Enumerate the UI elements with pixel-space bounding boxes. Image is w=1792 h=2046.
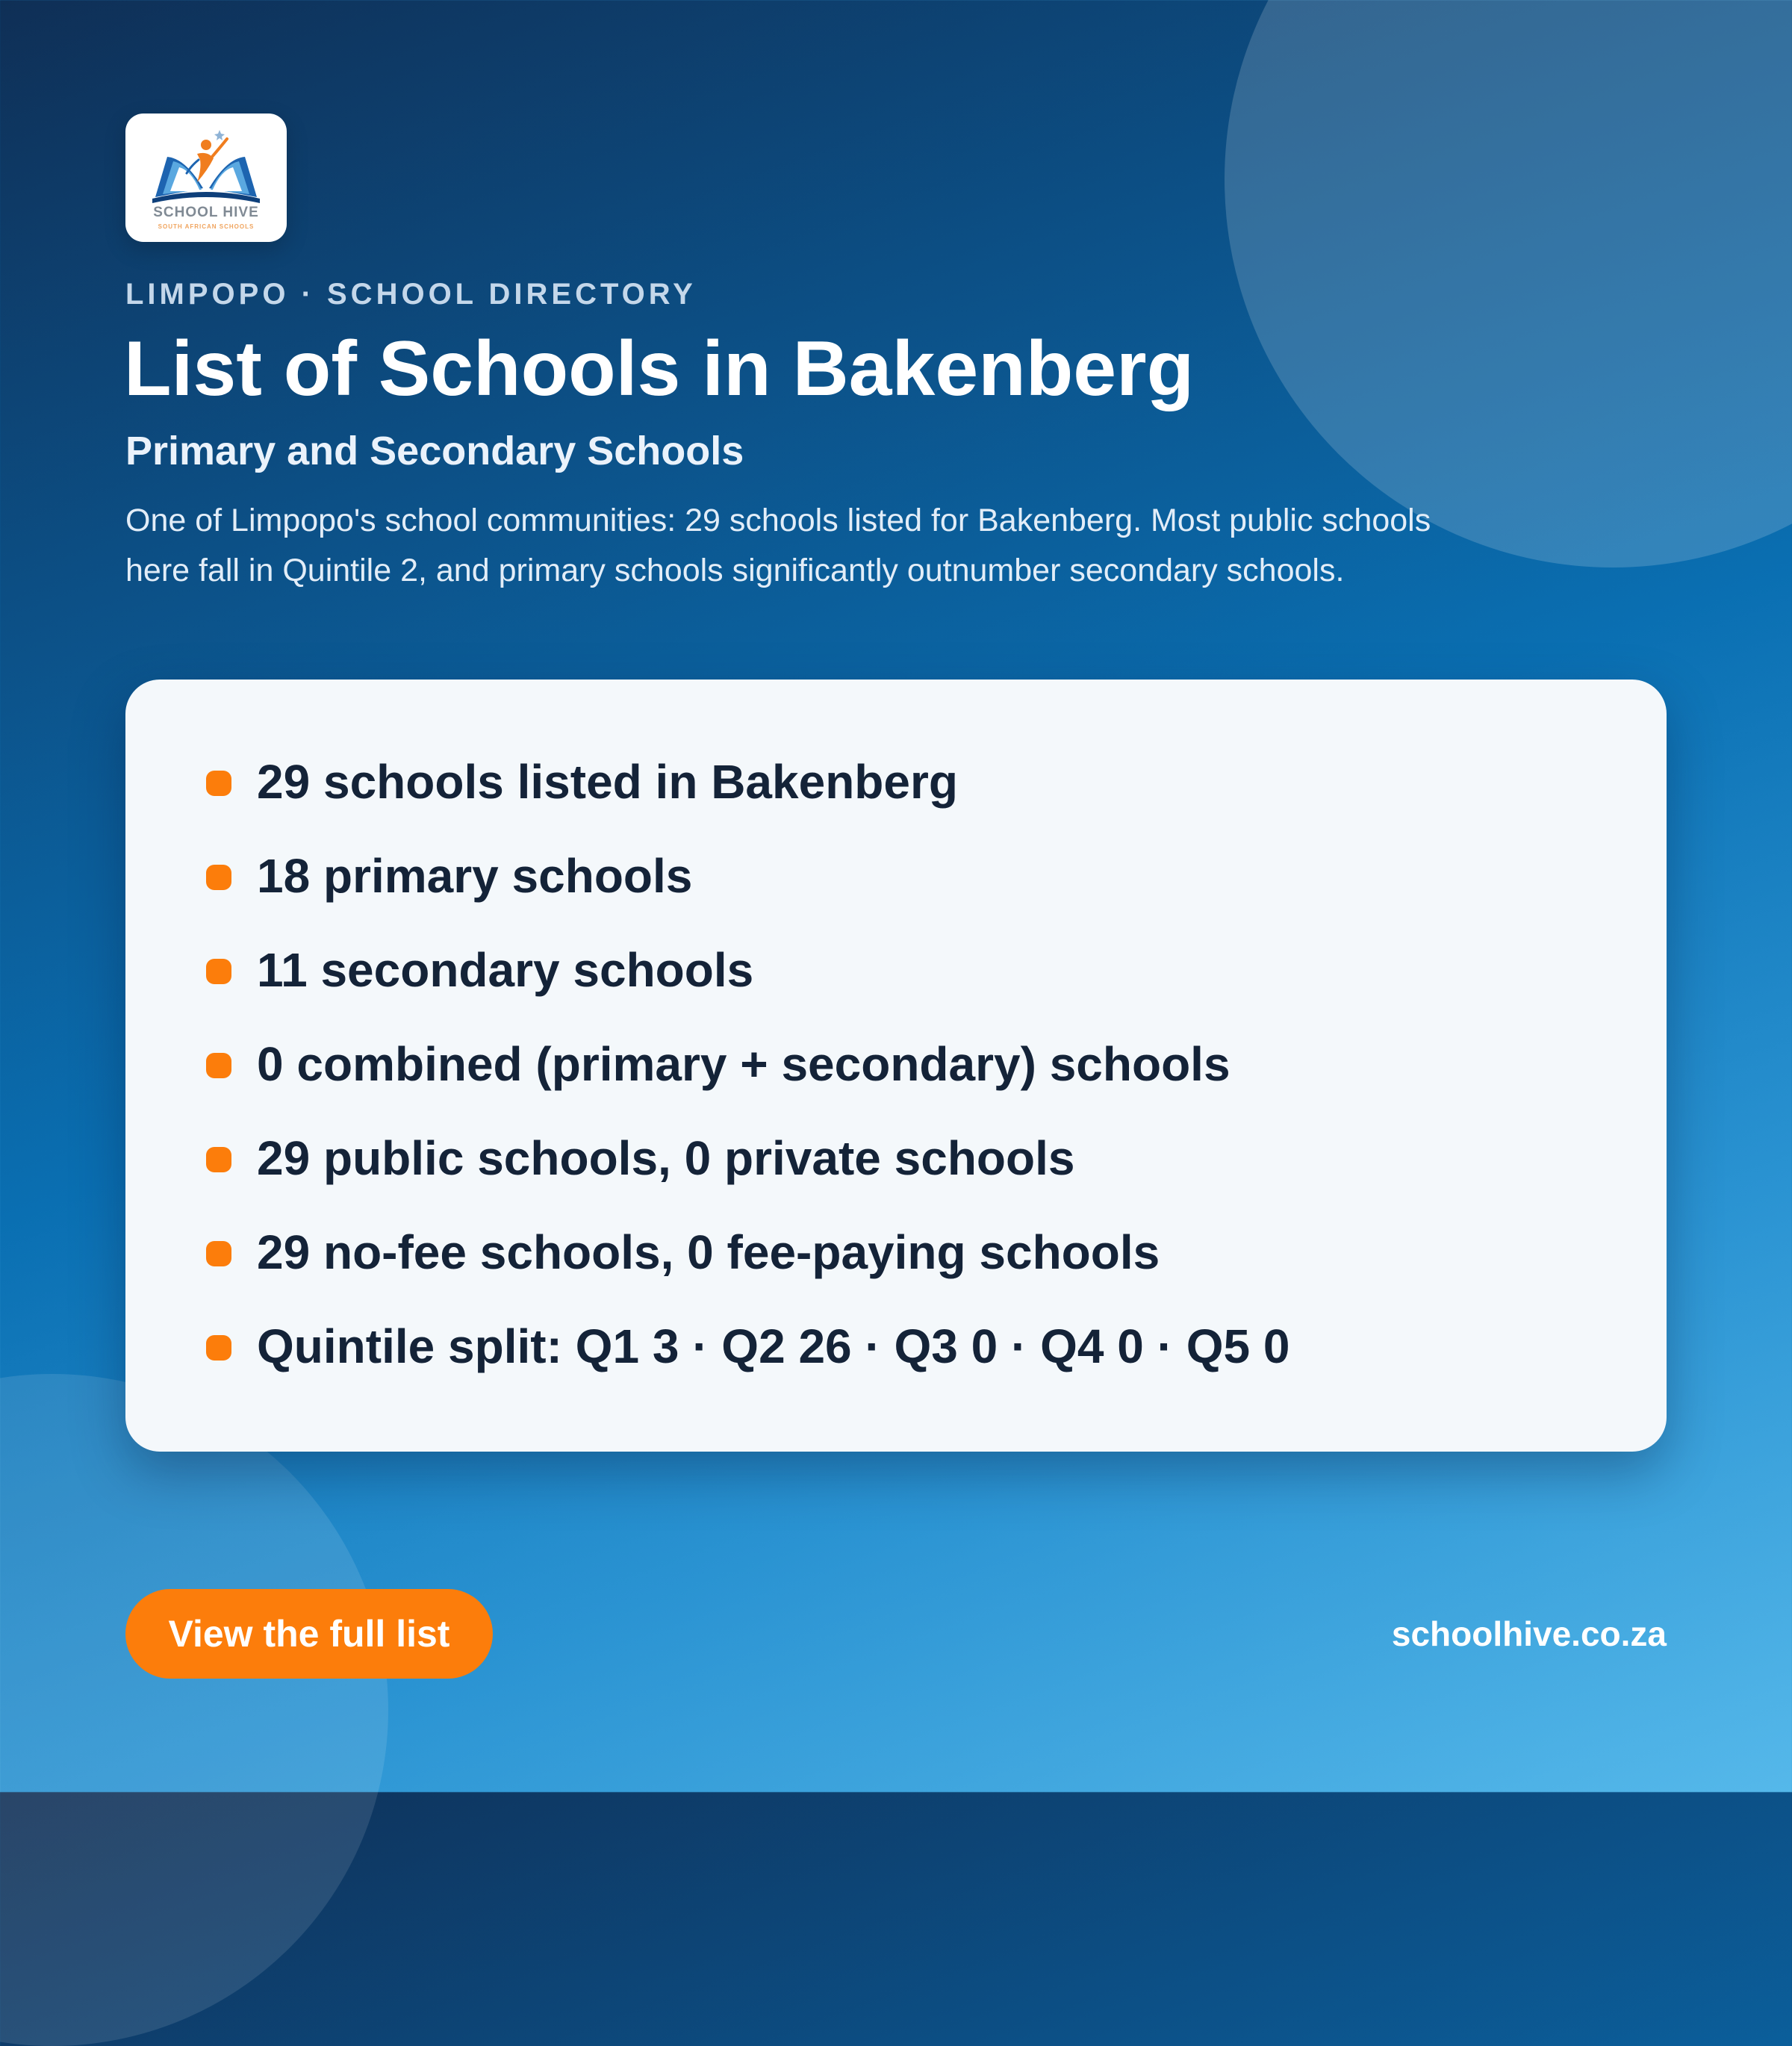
fact-item-secondary	[125, 936, 1667, 1004]
fact-item-primary	[125, 842, 1667, 909]
fact-text: 29 public schools, 0 private schools	[257, 1131, 1075, 1185]
bullet-icon	[206, 865, 231, 890]
fact-item-quintile	[125, 1313, 1667, 1380]
view-full-list-button[interactable]: View the full list	[125, 1589, 493, 1679]
school-hive-logo	[125, 114, 287, 242]
fact-text: 0 combined (primary + secondary) schools	[257, 1037, 1231, 1091]
bullet-icon	[206, 1147, 231, 1172]
fact-item-fees	[125, 1219, 1667, 1286]
open-book-logo-icon	[125, 114, 287, 242]
fact-item-public-private	[125, 1125, 1667, 1192]
bullet-icon	[206, 1053, 231, 1078]
fact-item-total	[125, 748, 1667, 815]
fact-text: 11 secondary schools	[257, 943, 754, 997]
region-eyebrow: LIMPOPO · SCHOOL DIRECTORY	[125, 278, 697, 311]
page-subtitle: Primary and Secondary Schools	[125, 429, 744, 473]
logo-tagline: SOUTH AFRICAN SCHOOLS	[158, 223, 255, 230]
logo-brand-name: SCHOOL HIVE	[153, 205, 259, 220]
bullet-icon	[206, 1335, 231, 1361]
fact-text: 29 no-fee schools, 0 fee-paying schools	[257, 1225, 1160, 1279]
bullet-icon	[206, 771, 231, 796]
decorative-circle-top-right	[1225, 0, 1792, 568]
fact-text: 18 primary schools	[257, 849, 693, 903]
facts-card	[125, 680, 1667, 1452]
fact-text: Quintile split: Q1 3 · Q2 26 · Q3 0 · Q4 0 · Q5 0	[257, 1319, 1290, 1373]
description: One of Limpopo's school communities: 29 schools listed for Bakenberg. Most public schools here fall in Quintile 2, and primary schools significantly outnumber secondary schools.	[125, 503, 1431, 588]
site-url: schoolhive.co.za	[1391, 1614, 1667, 1653]
decorative-circle-bottom-left	[0, 1374, 388, 2046]
fact-text: 29 schools listed in Bakenberg	[257, 755, 958, 809]
bullet-icon	[206, 1241, 231, 1266]
page-title: List of Schools in Bakenberg	[124, 326, 1195, 412]
bullet-icon	[206, 959, 231, 984]
fact-item-combined	[125, 1030, 1667, 1098]
